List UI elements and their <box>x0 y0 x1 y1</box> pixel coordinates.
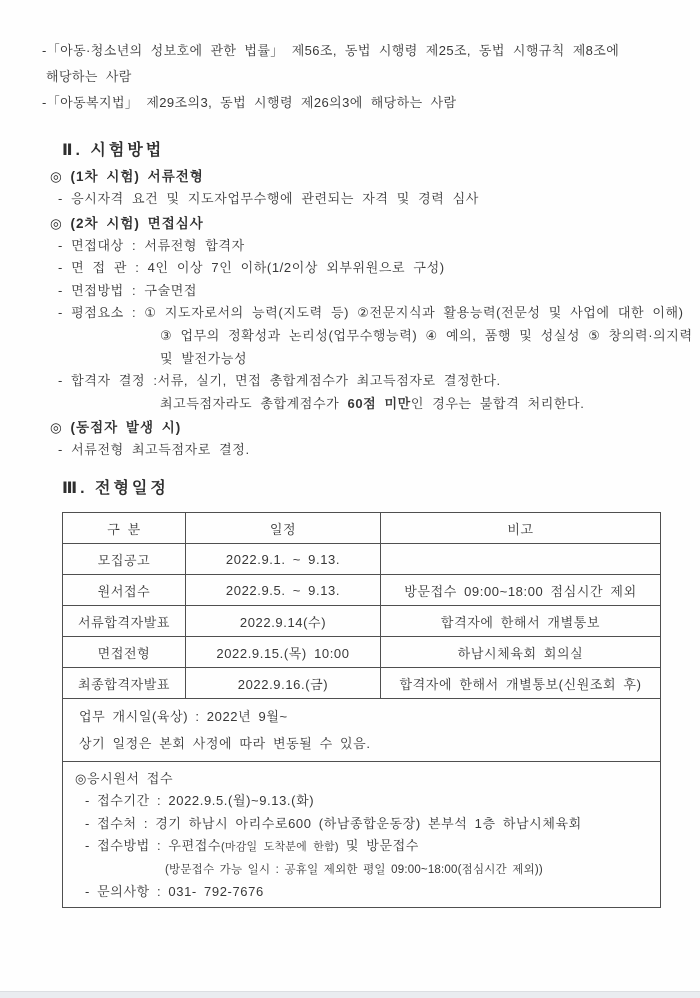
schedule-table <box>62 512 661 908</box>
section-exam-method <box>0 138 693 462</box>
cell-category: 최종합격자발표 <box>63 668 186 699</box>
cell-note: 합격자에 한해서 개별통보(신원조회 후) <box>381 668 661 699</box>
pass-cont-bold: 60점 미만 <box>347 395 411 411</box>
cell-category: 면접전형 <box>63 637 186 668</box>
schedule-header-row <box>63 513 661 544</box>
intro-paragraph <box>42 38 680 116</box>
pass-cont-post: 인 경우는 불합격 처리한다. <box>410 395 585 411</box>
round1-item: - 응시자격 요건 및 지도자업무수행에 관련되는 자격 및 경력 심사 <box>58 191 479 206</box>
cell-note <box>381 544 661 575</box>
application-heading: ◎응시원서 접수 <box>75 771 174 786</box>
interview-method: - 면접방법 : 구술면접 <box>58 282 198 298</box>
schedule-change-line: 상기 일정은 본회 사정에 따라 변동될 수 있음. <box>79 736 371 751</box>
rating-factors-cont1: ③ 업무의 정확성과 논리성(업무수행능력) ④ 예의, 품행 및 성실성 ⑤ 창의력·의지력 <box>160 327 693 343</box>
cell-category: 모집공고 <box>63 544 186 575</box>
header-note: 비고 <box>381 513 661 544</box>
page-bottom-edge <box>0 991 700 998</box>
header-date: 일정 <box>186 513 381 544</box>
table-row-announcement <box>63 544 661 575</box>
table-row-final-pass <box>63 668 661 699</box>
section-exam-method-title: Ⅱ. 시험방법 <box>62 142 165 159</box>
cell-date: 2022.9.15.(목) 10:00 <box>186 637 381 668</box>
cell-note: 방문접수 09:00~18:00 점심시간 제외 <box>381 575 661 606</box>
section-schedule-title: Ⅲ. 전형일정 <box>62 480 169 497</box>
interview-target: - 면접대상 : 서류전형 합격자 <box>58 237 245 253</box>
cell-date: 2022.9.16.(금) <box>186 668 381 699</box>
cell-note: 합격자에 한해서 개별통보 <box>381 606 661 637</box>
table-row-work-start-note <box>63 699 661 762</box>
table-row-interview <box>63 637 661 668</box>
pass-decision-cont <box>160 393 690 416</box>
rating-factors: - 평점요소 : ① 지도자로서의 능력(지도력 등) ②전문지식과 활용능력(전문성 및 사업에 대한 이해) <box>58 305 684 321</box>
cell-note: 하남시체육회 회의실 <box>381 637 661 668</box>
application-period: - 접수기간 : 2022.9.5.(월)~9.13.(화) <box>85 793 315 809</box>
work-start-line: 업무 개시일(육상) : 2022년 9월~ <box>79 709 288 724</box>
pass-decision: - 합격자 결정 :서류, 실기, 면접 총합계점수가 최고득점자로 결정한다. <box>58 373 501 389</box>
cell-date: 2022.9.5. ~ 9.13. <box>186 575 381 606</box>
header-category: 구 분 <box>63 513 186 544</box>
cell-date: 2022.9.14(수) <box>186 606 381 637</box>
method-post: 및 방문접수 <box>338 838 419 854</box>
rating-factors-cont2: 및 발전가능성 <box>160 350 248 366</box>
round2-heading: ◎ (2차 시험) 면접심사 <box>50 215 204 231</box>
tie-item: - 서류전형 최고득점자로 결정. <box>58 442 250 458</box>
cell-category: 서류합격자발표 <box>63 606 186 637</box>
method-pre: - 접수방법 : 우편접수 <box>85 838 222 854</box>
table-row-application-info <box>63 762 661 908</box>
intro-line-law2: -「아동복지법」 제29조의3, 동법 시행령 제26의3에 해당하는 사람 <box>42 95 457 110</box>
pass-cont-pre: 최고득점자라도 총합계점수가 <box>160 395 348 411</box>
application-contact: - 문의사항 : 031- 792-7676 <box>85 884 264 900</box>
tie-heading: ◎ (동점자 발생 시) <box>50 420 182 436</box>
intro-line-law1-cont: 해당하는 사람 <box>46 69 132 84</box>
round1-heading: ◎ (1차 시험) 서류전형 <box>50 169 204 184</box>
interview-panel: - 면 접 관 : 4인 이상 7인 이하(1/2이상 외부위원으로 구성) <box>58 260 445 276</box>
application-visit-note: (방문접수 가능 일시 : 공휴일 제외한 평일 09:00~18:00(점심시간 제외)) <box>165 863 543 876</box>
application-place: - 접수처 : 경기 하남시 아리수로600 (하남종합운동장) 본부석 1층 하남시체육회 <box>85 815 582 831</box>
table-row-application <box>63 575 661 606</box>
intro-line-law1: -「아동·청소년의 성보호에 관한 법률」 제56조, 동법 시행령 제25조, 동법 시행규칙 제8조에 <box>42 43 620 58</box>
cell-category: 원서접수 <box>63 575 186 606</box>
cell-date: 2022.9.1. ~ 9.13. <box>186 544 381 575</box>
method-deadline-small: (마감일 도착분에 한함) <box>221 841 339 854</box>
table-row-document-pass <box>63 606 661 637</box>
application-method <box>85 835 652 858</box>
